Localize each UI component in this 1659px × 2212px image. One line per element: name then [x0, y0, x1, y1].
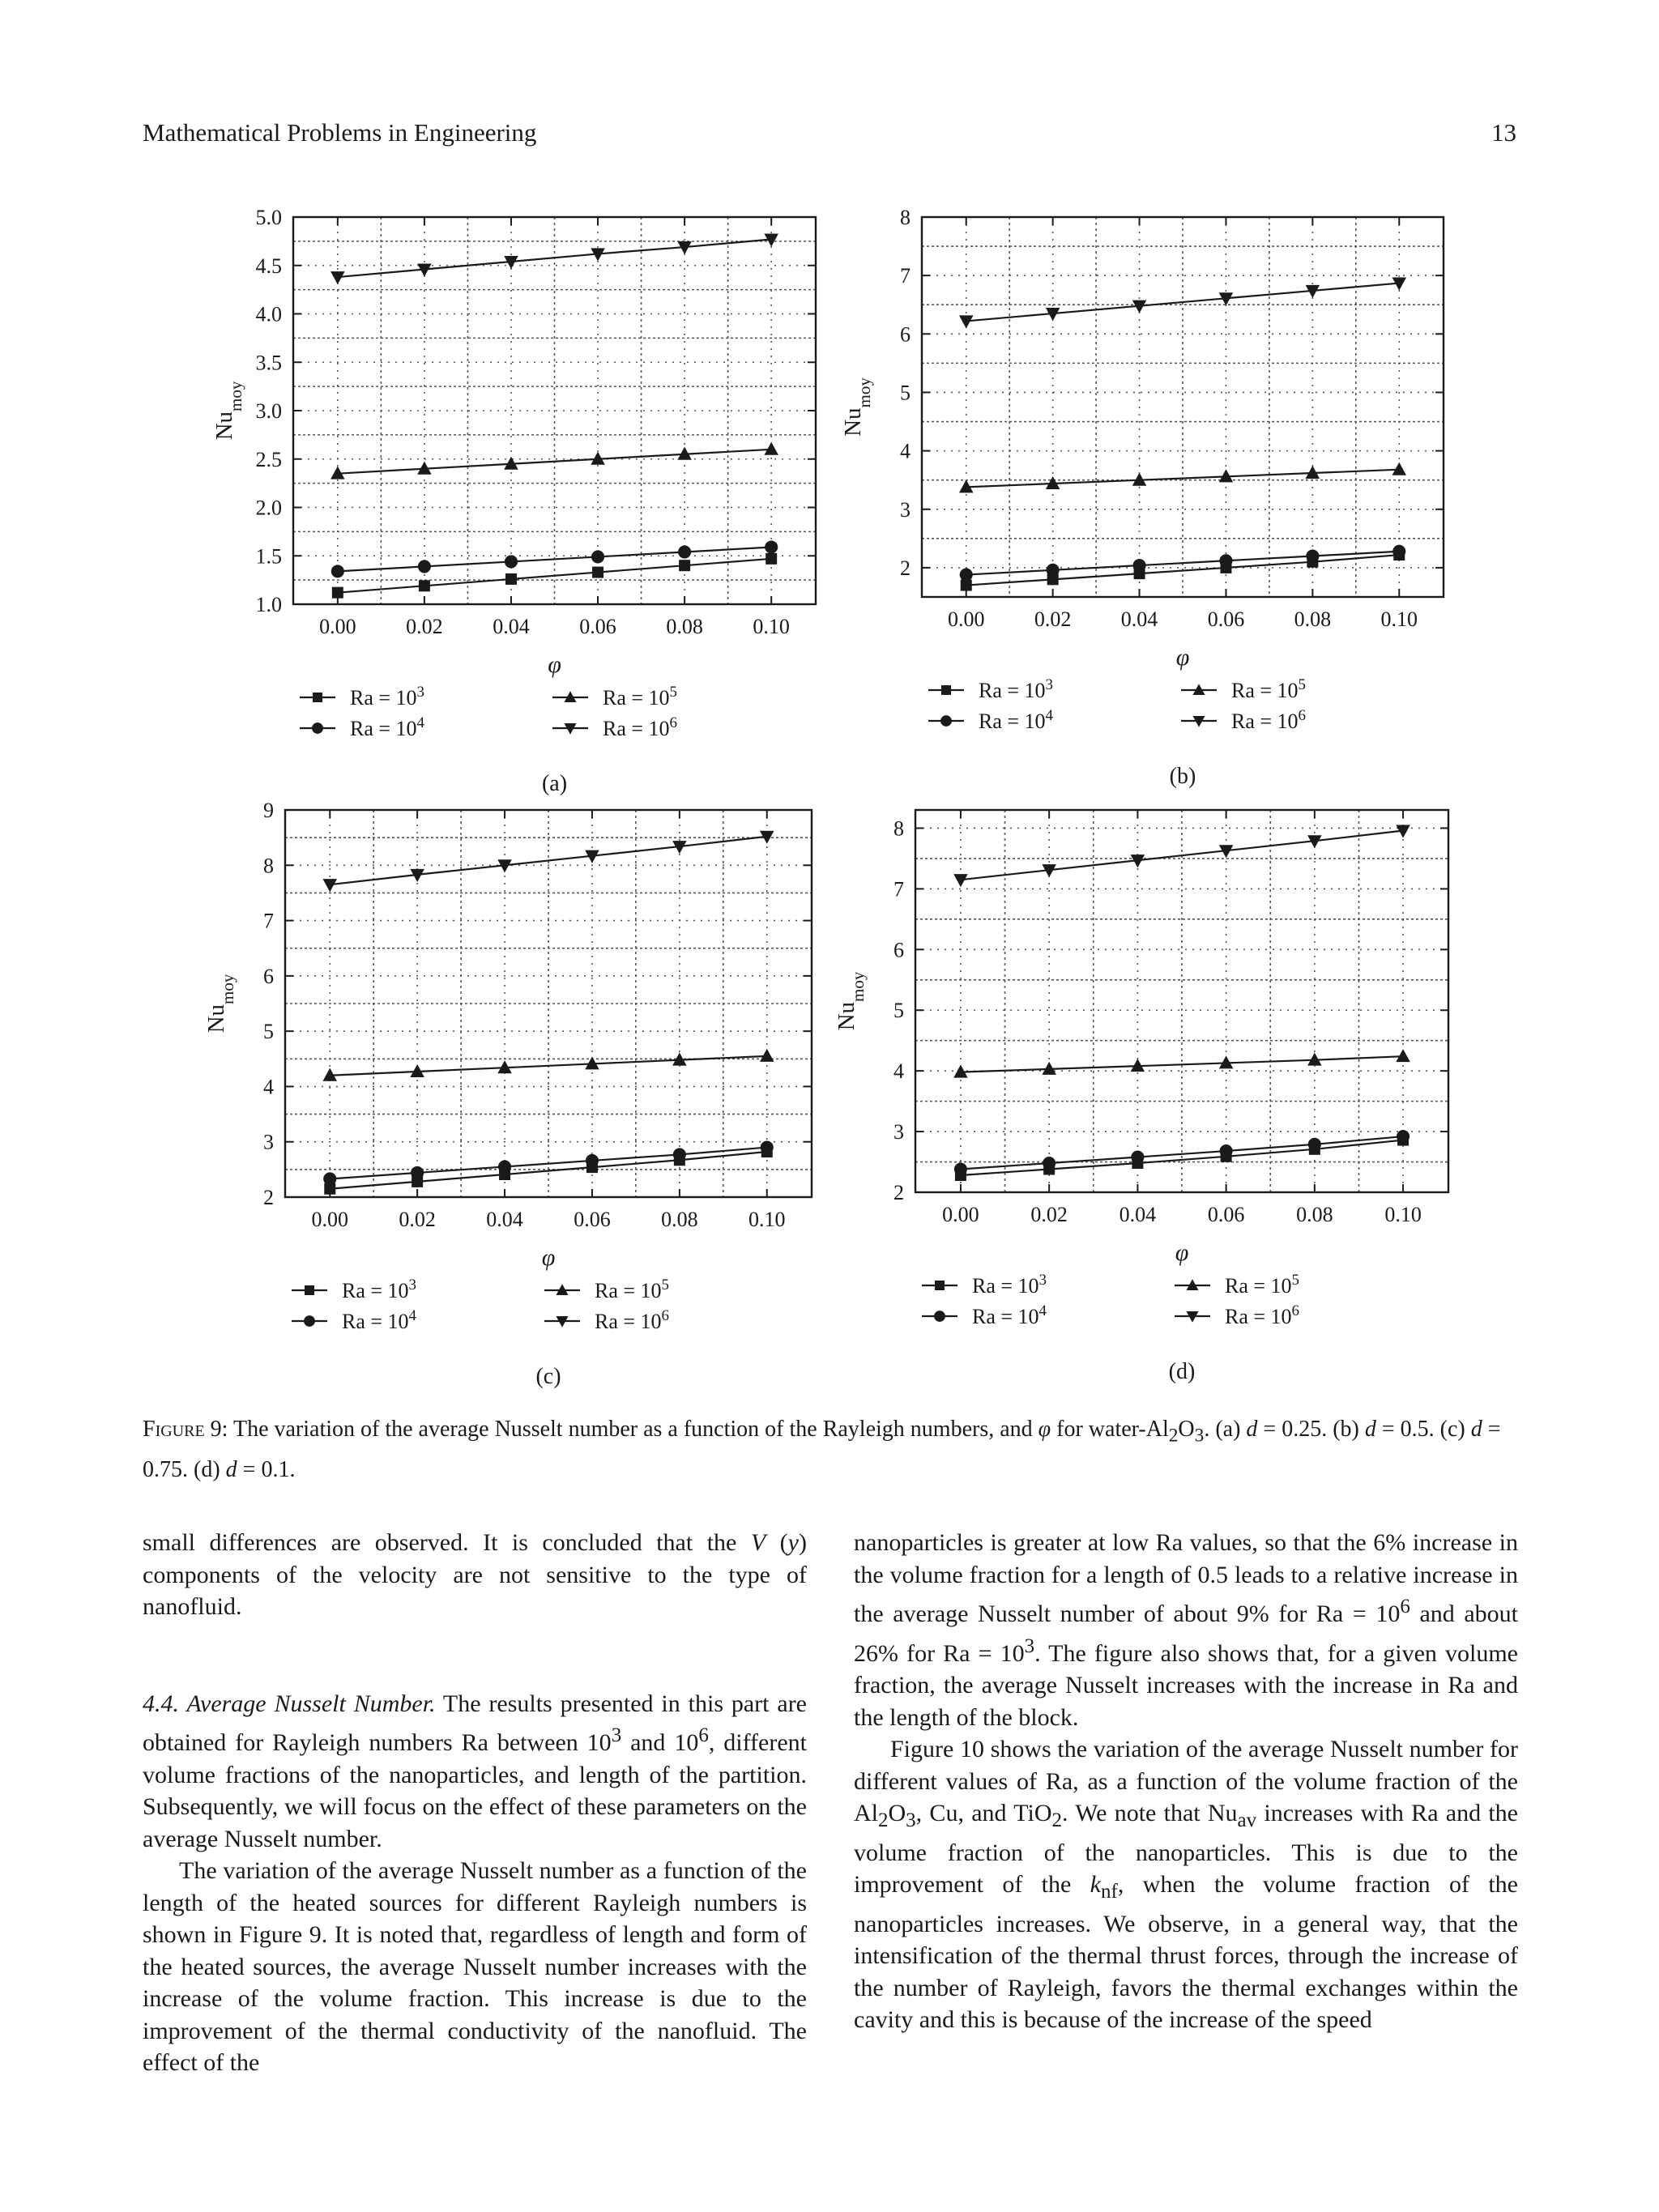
series-line [961, 1136, 1403, 1169]
x-axis-label: φ [1175, 1239, 1189, 1266]
y-tick-label: 3.0 [255, 399, 282, 423]
x-tick-label: 0.08 [661, 1208, 698, 1231]
x-tick-label: 0.02 [406, 615, 443, 638]
data-point [765, 540, 778, 553]
data-point [1047, 564, 1060, 577]
data-point [586, 1154, 599, 1167]
y-tick-label: 4 [893, 1059, 904, 1084]
y-axis-label: $Nu_{moy}$ [834, 971, 868, 1031]
data-point [1220, 1144, 1233, 1157]
data-point [411, 1166, 424, 1179]
panel-label: (a) [541, 771, 568, 796]
data-point [1131, 1150, 1144, 1163]
x-tick-label: 0.02 [399, 1208, 436, 1231]
x-tick-label: 0.04 [1120, 607, 1158, 631]
x-tick-label: 0.08 [1294, 607, 1332, 631]
panel-label: (c) [535, 1364, 561, 1389]
legend-label: $Ra = 10^5$ [1225, 1271, 1300, 1298]
legend-label: $Ra = 10^3$ [350, 683, 425, 710]
x-tick-label: 0.06 [1207, 1203, 1245, 1226]
data-point [418, 560, 431, 573]
y-tick-label: 1.5 [255, 544, 282, 569]
legend-label: $Ra = 10^6$ [595, 1306, 670, 1333]
legend-marker [941, 685, 951, 695]
series-line [338, 450, 771, 474]
legend-label: $Ra = 10^4$ [350, 714, 425, 740]
legend-marker [940, 715, 952, 727]
y-tick-label: 1.0 [255, 593, 282, 616]
data-point [960, 569, 973, 582]
paragraph: The variation of the average Nusselt number as a function of the length of the heated sources for different Rayleigh numbers is shown in Figure 9. It is noted that, regardless of length and form of the heated sources, the average Nusselt number increases with the increase of the volume fraction. This increase is due to the improvement of the thermal conductivity of the nanofluid. The effect of the [143, 1857, 807, 2076]
x-tick-label: 0.10 [748, 1208, 786, 1231]
panel-label: (d) [1168, 1359, 1196, 1384]
y-tick-label: 4.5 [255, 254, 282, 278]
data-point [761, 1140, 774, 1153]
data-point [679, 560, 690, 571]
x-tick-label: 0.08 [1296, 1203, 1333, 1226]
y-tick-label: 9 [263, 799, 274, 822]
x-axis-label: φ [1175, 644, 1190, 671]
x-axis-label: φ [548, 651, 561, 678]
x-tick-label: 0.02 [1034, 607, 1072, 631]
x-tick-label: 0.06 [574, 1208, 611, 1231]
chart-panel-a [211, 206, 816, 796]
series-line [961, 1056, 1403, 1072]
chart-panel-d [834, 810, 1448, 1384]
x-tick-label: 0.08 [666, 615, 703, 638]
y-tick-label: 5 [893, 999, 904, 1023]
x-tick-label: 0.10 [1380, 607, 1418, 631]
data-point [1308, 1138, 1321, 1151]
paragraph: Figure 10 shows the variation of the average Nusselt number for different values of Ra, as a function of the volume fraction of the $Al_2O_3$, Cu, and TiO$_2$. We note that $Nu_{av}$ increases with Ra and the volume fraction of the nanoparticles. This is due to the improvement of the $k_{nf}$, when the volume fraction of the nanoparticles increases. We observe, in a general way, that the intensification of the thermal thrust forces, through the increase of the number of Rayleigh, favors the thermal exchanges within the cavity and this is because of the increase of the speed [854, 1736, 1518, 2033]
legend-marker [312, 722, 323, 734]
x-axis-label: φ [541, 1244, 556, 1271]
data-point [1043, 1157, 1056, 1170]
data-point [331, 271, 345, 284]
data-point [331, 565, 344, 578]
y-tick-label: 4 [263, 1075, 274, 1099]
y-tick-label: 8 [900, 206, 911, 229]
legend-marker [313, 693, 322, 702]
panel-label: (b) [1169, 764, 1196, 789]
data-point [766, 553, 777, 565]
x-tick-label: 0.04 [486, 1208, 523, 1231]
data-point [323, 1172, 336, 1185]
running-header: Mathematical Problems in Engineering [143, 118, 537, 147]
x-tick-label: 0.04 [493, 615, 530, 638]
data-point [1397, 1130, 1410, 1143]
y-tick-label: 2.5 [255, 447, 282, 471]
x-tick-label: 0.02 [1030, 1203, 1068, 1226]
series-line [330, 837, 767, 884]
data-point [505, 573, 517, 585]
legend-label: $Ra = 10^6$ [1231, 706, 1307, 733]
legend-label: $Ra = 10^4$ [979, 706, 1054, 733]
data-point [959, 315, 974, 328]
figure-caption: Figure 9: The variation of the average Nusselt number as a function of the Rayleigh numbers, and φ for water-$Al_2O_3$. (a) d = 0.25. (b) d = 0.5. (c) d = 0.75. (d) d = 0.1. [143, 1417, 1501, 1482]
legend-marker [305, 1285, 314, 1295]
legend-label: $Ra = 10^3$ [972, 1271, 1047, 1298]
y-tick-label: 4 [900, 439, 911, 463]
legend-label: $Ra = 10^3$ [342, 1276, 417, 1302]
x-tick-label: 0.06 [579, 615, 616, 638]
data-point [498, 1160, 511, 1173]
data-point [678, 545, 691, 558]
legend-label: $Ra = 10^4$ [342, 1306, 417, 1333]
y-tick-label: 2 [893, 1181, 904, 1204]
x-tick-label: 0.06 [1207, 607, 1245, 631]
data-point [953, 874, 968, 887]
data-point [505, 555, 518, 568]
y-tick-label: 3 [893, 1120, 904, 1144]
chart-panel-c [203, 799, 812, 1389]
data-point [332, 587, 343, 599]
data-point [1392, 462, 1407, 475]
y-axis-label: $Nu_{moy}$ [840, 377, 874, 437]
legend-marker [934, 1311, 945, 1322]
y-tick-label: 2 [263, 1186, 274, 1209]
x-tick-label: 0.00 [947, 607, 985, 631]
x-tick-label: 0.10 [1384, 1203, 1422, 1226]
y-tick-label: 6 [263, 964, 274, 988]
x-tick-label: 0.00 [311, 1208, 348, 1231]
data-point [419, 580, 430, 591]
body-column-left [143, 1527, 807, 2079]
legend-label: $Ra = 10^4$ [972, 1302, 1047, 1328]
x-tick-label: 0.10 [753, 615, 790, 638]
legend-label: $Ra = 10^5$ [1231, 676, 1307, 702]
legend-label: $Ra = 10^5$ [603, 683, 678, 710]
caption-label: Figure 9: [143, 1417, 228, 1442]
legend-label: $Ra = 10^6$ [603, 714, 678, 740]
data-point [764, 442, 778, 455]
series-line [338, 239, 771, 277]
data-point [1306, 549, 1319, 562]
x-tick-label: 0.00 [319, 615, 356, 638]
paragraph: small differences are observed. It is concluded that the V (y) components of the velocity are not sensitive to the type of nanofluid. [143, 1529, 807, 1620]
y-tick-label: 2 [900, 556, 911, 580]
data-point [1219, 554, 1232, 567]
y-tick-label: 3 [900, 497, 911, 522]
y-tick-label: 8 [893, 816, 904, 841]
legend-marker [304, 1315, 315, 1327]
data-point [592, 567, 603, 578]
y-tick-label: 2.0 [255, 496, 282, 520]
y-tick-label: 3 [263, 1130, 274, 1154]
y-tick-label: 5 [900, 381, 911, 405]
y-tick-label: 6 [900, 322, 911, 347]
section-heading: 4.4. Average Nusselt Number. [143, 1690, 436, 1717]
x-tick-label: 0.04 [1119, 1203, 1157, 1226]
data-point [1396, 1049, 1410, 1062]
body-column-right [854, 1527, 1518, 2036]
data-point [323, 879, 338, 892]
y-tick-label: 7 [893, 877, 904, 901]
y-tick-label: 6 [893, 938, 904, 962]
data-point [954, 1162, 967, 1175]
y-tick-label: 4.0 [255, 302, 282, 326]
y-tick-label: 8 [263, 854, 274, 878]
x-tick-label: 0.00 [942, 1203, 979, 1226]
y-axis-label: $Nu_{moy}$ [203, 974, 237, 1034]
y-axis-label: $Nu_{moy}$ [211, 381, 245, 441]
y-tick-label: 5.0 [255, 206, 282, 229]
data-point [673, 1148, 686, 1161]
page-number: 13 [1491, 118, 1516, 147]
data-point [1392, 545, 1405, 558]
chart-panel-b [840, 206, 1444, 789]
paragraph: nanoparticles is greater at low Ra values, so that the 6% increase in the volume fraction for a length of 0.5 leads to a relative increase in the average Nusselt number of about 9% for $Ra = 10^6$ and about 26% for $Ra = 10^3$. The figure also shows that, for a given volume fraction, the average Nusselt increases with the increase in Ra and the length of the block. [854, 1529, 1518, 1731]
y-tick-label: 5 [263, 1020, 274, 1044]
legend-label: $Ra = 10^3$ [979, 676, 1054, 702]
data-point [961, 580, 972, 591]
legend-label: $Ra = 10^6$ [1225, 1302, 1300, 1328]
data-point [591, 550, 604, 563]
legend-label: $Ra = 10^5$ [595, 1276, 670, 1302]
data-point [760, 1049, 774, 1062]
paragraph: 4.4. Average Nusselt Number. The results presented in this part are obtained for Rayleigh numbers Ra between $10^3$ and $10^6$, different volume fractions of the nanoparticles, and length of the partition. Subsequently, we will focus on the effect of these parameters on the average Nusselt number. [143, 1690, 807, 1852]
y-tick-label: 3.5 [255, 351, 282, 375]
y-tick-label: 7 [900, 264, 911, 288]
data-point [1132, 559, 1145, 572]
series-line [338, 547, 771, 571]
y-tick-label: 7 [263, 909, 274, 933]
legend-marker [935, 1281, 945, 1290]
